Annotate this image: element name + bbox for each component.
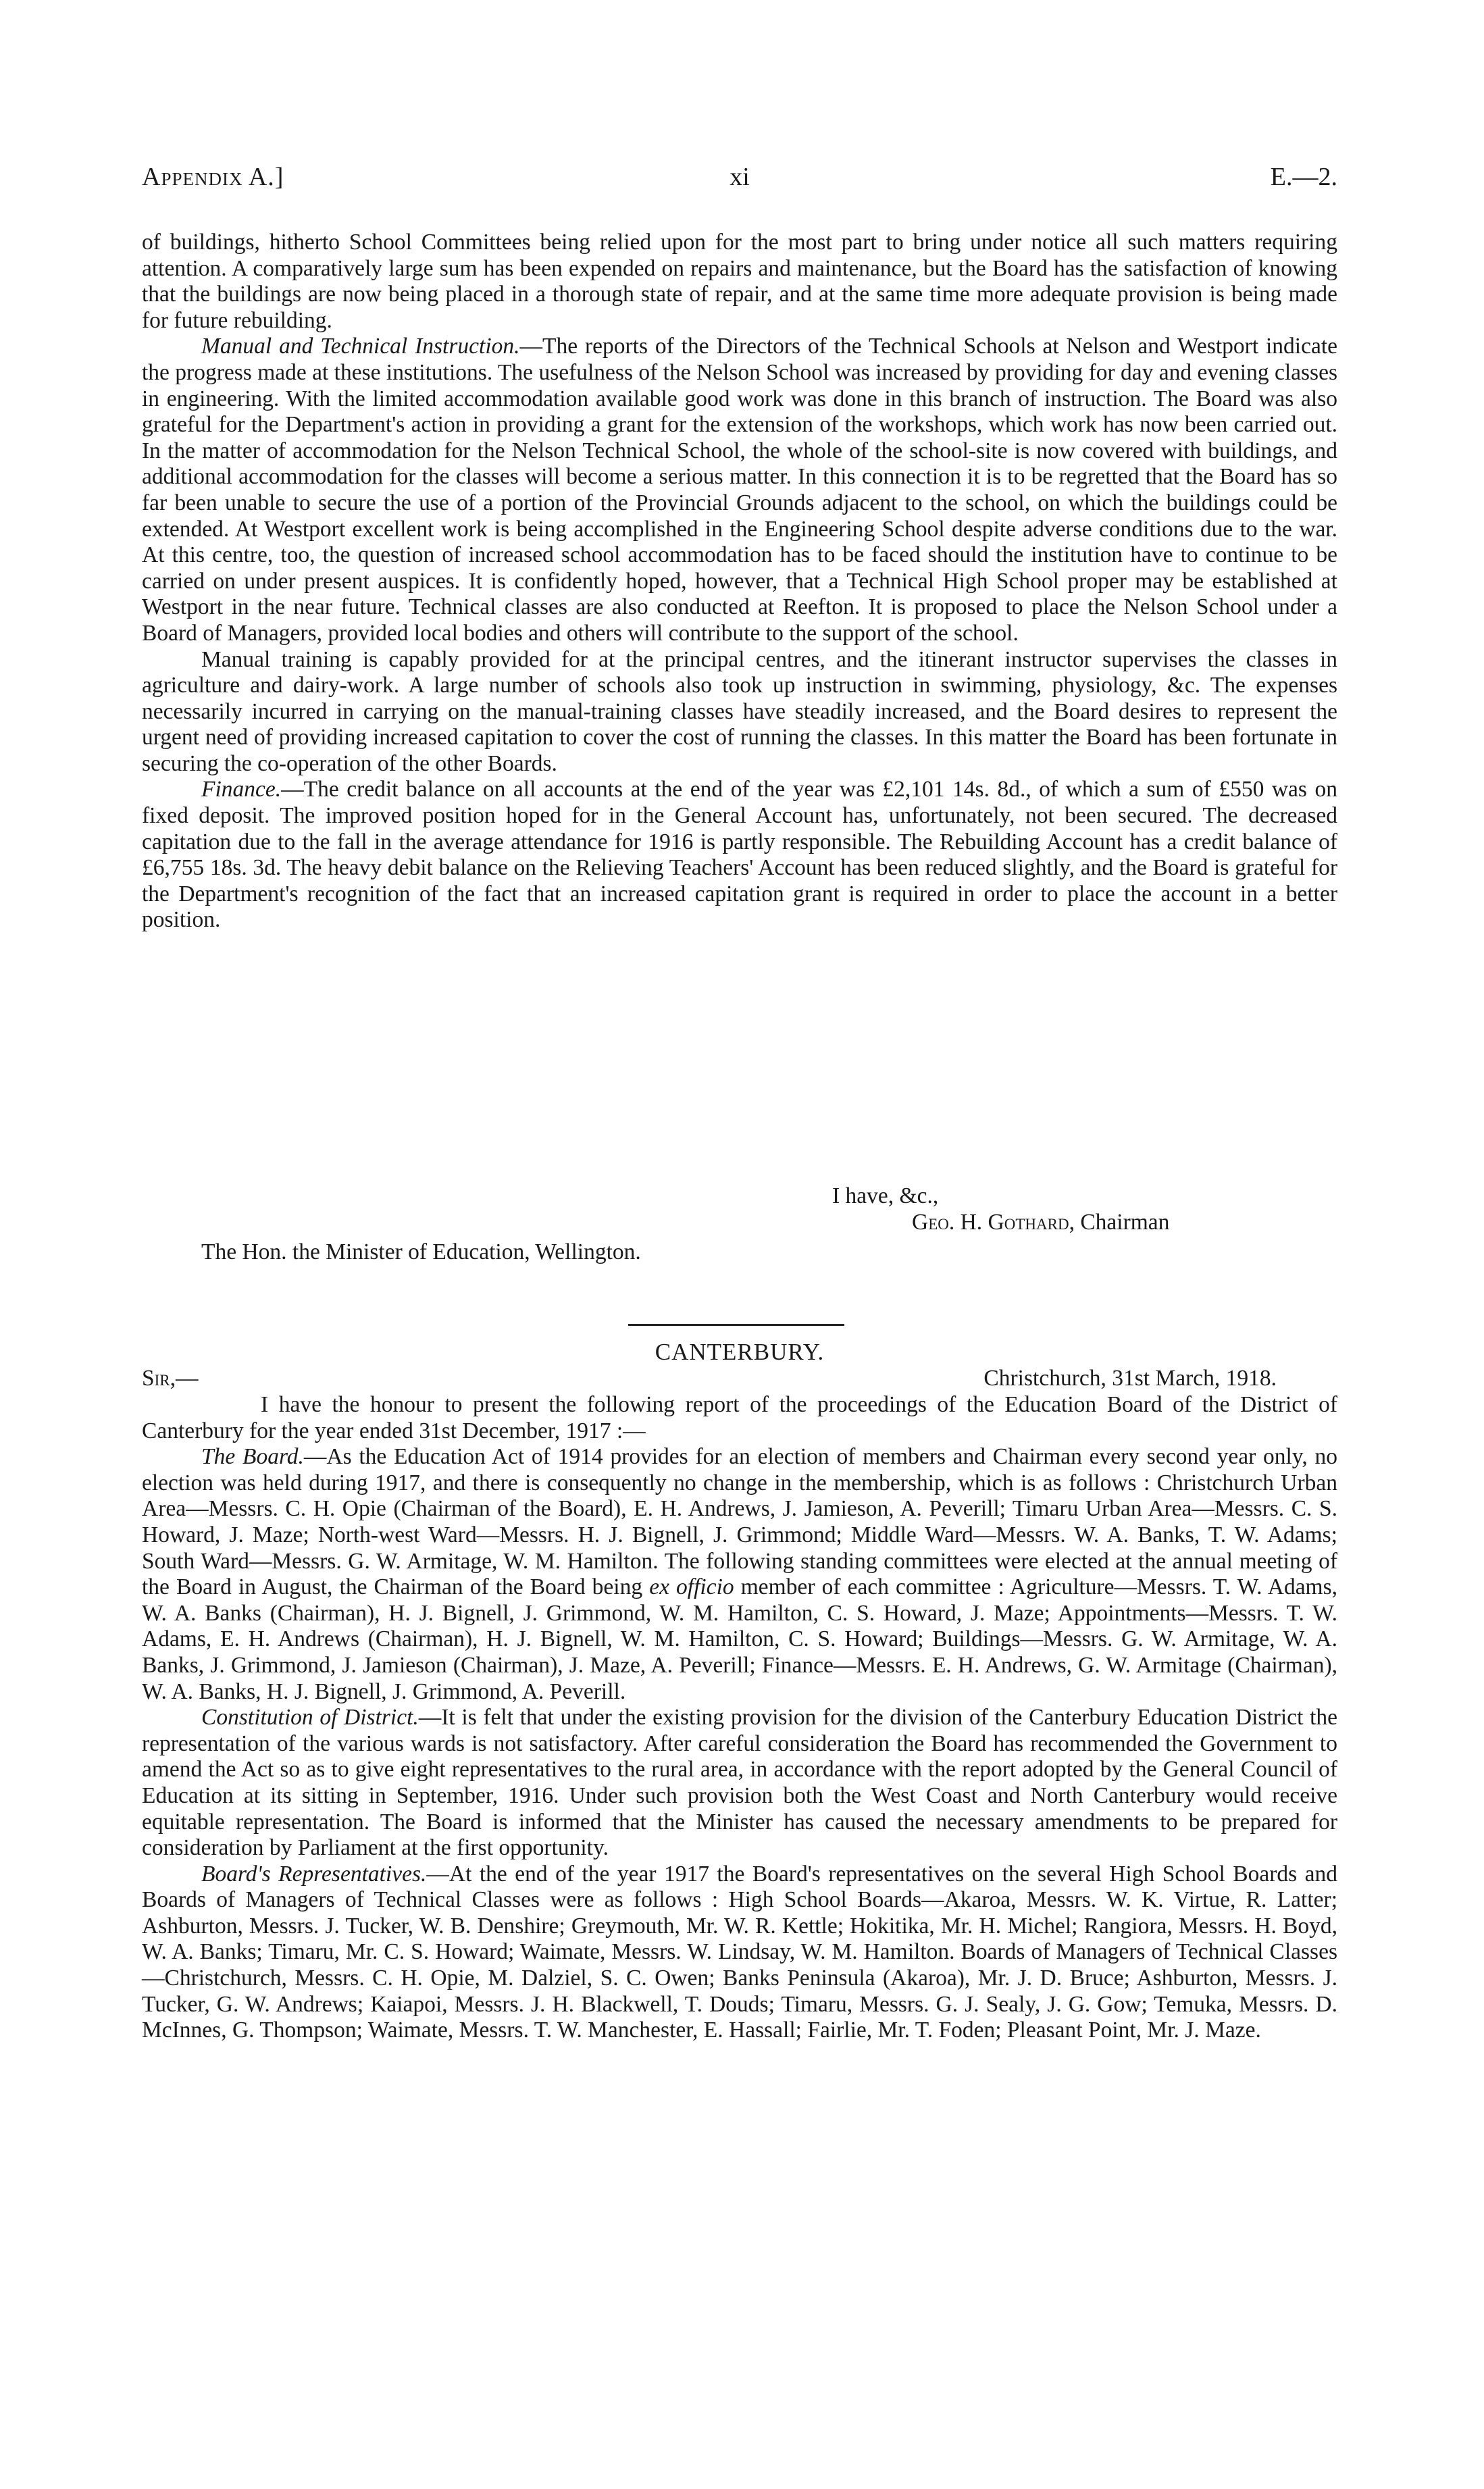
- nelson-report-body: [142, 230, 1337, 933]
- finance-paragraph: Finance.—The credit balance on all accounts at the end of the year was £2,101 14s. 8d., of which a sum of £550 was on fixed deposit. The improved position hoped for in the General Account has, unfortunately, not been secured. The decreased capitation due to the fall in the average attendance for 1916 is partly responsible. The Rebuilding Account has a credit balance of £6,755 18s. 3d. The heavy debit balance on the Relieving Teachers' Account has been reduced slightly, and the Board is grateful for the Department's recognition of the fact that an increased capitation grant is required in order to place the account in a better position.: [142, 777, 1337, 933]
- section-title-canterbury: CANTERBURY.: [655, 1339, 825, 1365]
- technical-paragraph: Manual and Technical Instruction.—The reports of the Directors of the Technical Schools at Nelson and Westport indicate the progress made at these institutions. The usefulness of the Nelson School was increased by providing for day and evening classes in engineering. With the limited accommodation available good work was done in this branch of instruction. The Board was also grateful for the Department's action in providing a grant for the extension of the workshops, which work has now been carried out. In the matter of accommodation for the Nelson Technical School, the whole of the school-site is now covered with buildings, and additional accommodation for the classes will become a serious matter. In this connection it is to be regretted that the Board has so far been unable to secure the use of a portion of the Provincial Grounds adjacent to the school, on which the buildings could be extended. At Westport excellent work is being accomplished in the Engineering School despite adverse conditions due to the war. At this centre, too, the question of increased school accommodation has to be faced should the institution have to continue to be carried on under present auspices. It is confidently hoped, however, that a Technical High School proper may be established at Westport in the near future. Technical classes are also conducted at Reefton. It is proposed to place the Nelson School under a Board of Managers, provided local bodies and others will contribute to the support of the school.: [142, 334, 1337, 646]
- canterbury-report-body: [142, 1392, 1337, 2044]
- technical-text: The reports of the Directors of the Technical Schools at Nelson and Westport indicate the progress made at these institutions. The usefulness of the Nelson School was increased by providing for day and evening classes in engineering. With the limited accommodation available good work was done in this branch of instruction. The Board was also grateful for the Department's action in providing a grant for the extension of the workshops, which work has now been carried out. In the matter of accommodation for the Nelson Technical School, the whole of the school-site is now covered with buildings, and additional accommodation for the classes will become a serious matter. In this connection it is to be regretted that the Board has so far been unable to secure the use of a portion of the Provincial Grounds adjacent to the school, on which the buildings could be extended. At Westport excellent work is being accomplished in the Engineering School despite adverse conditions due to the war. At this centre, too, the question of increased school accommodation has to be faced should the institution have to continue to be carried on under present auspices. It is confidently hoped, however, that a Technical High School proper may be established at Westport in the near future. Technical classes are also conducted at Reefton. It is proposed to place the Nelson School under a Board of Managers, provided local bodies and others will contribute to the support of the school.: [142, 334, 1337, 646]
- section-divider: [628, 1324, 844, 1326]
- manual-training-paragraph: Manual training is capably provided for at the principal centres, and the itinerant instructor supervises the classes in agriculture and dairy-work. A large number of schools also took up instruction in swimming, physiology, &c. The expenses necessarily incurred in carrying on the manual-training classes have steadily increased, and the Board desires to represent the urgent need of providing increased capitation to cover the cost of running the classes. In this matter the Board has been fortunate in securing the co-operation of the other Boards.: [142, 646, 1337, 776]
- place-date: Christchurch, 31st March, 1918.: [983, 1366, 1277, 1391]
- heading-constitution: Constitution of District.: [201, 1705, 419, 1730]
- finance-text: The credit balance on all accounts at the end of the year was £2,101 14s. 8d., of which a sum of £550 was on fixed deposit. The improved position hoped for in the General Account has, unfortunately, not been secured. The decreased capitation due to the fall in the average attendance for 1916 is partly responsible. The Rebuilding Account has a credit balance of £6,755 18s. 3d. The heavy debit balance on the Relieving Teachers' Account has been reduced slightly, and the Board is grateful for the Department's recognition of the fact that an increased capitation grant is required in order to place the account in a better position.: [142, 777, 1337, 933]
- heading-manual-technical: Manual and Technical Instruction.: [201, 334, 520, 359]
- salutation: Sir,—: [142, 1366, 199, 1391]
- addressee: The Hon. the Minister of Education, Wellington.: [201, 1239, 641, 1265]
- sign-off: [142, 1183, 1337, 1266]
- header-page-number: xi: [730, 163, 750, 191]
- constitution-paragraph: Constitution of District.—It is felt that under the existing provision for the division of the Canterbury Education District the representation of the various wards is not satisfactory. After careful consideration the Board has recommended the Government to amend the Act so as to give eight representatives to the rural area, in accordance with the report adopted by the General Council of Education at its sitting in September, 1916. Under such provision both the West Coast and North Canterbury would receive equitable representation. The Board is informed that the Minister has caused the necessary amendments to be prepared for consideration by Parliament at the first opportunity.: [142, 1705, 1337, 1861]
- heading-representatives: Board's Representatives.: [201, 1861, 427, 1887]
- sign-have: I have, &c.,: [832, 1183, 939, 1208]
- ex-officio: ex officio: [649, 1574, 734, 1600]
- board-text-2: member of each committee : Agriculture—Messrs. T. W. Adams, W. A. Banks (Chairman), H. J. Bignell, J. Grimmond, W. M. Hamilton, C. S. Howard, J. Maze; Appointments—Messrs. T. W. Adams, E. H. Andrews (Chairman), H. J. Bignell, W. M. Hamilton, C. S. Howard; Buildings—Messrs. G. W. Armitage, W. A. Banks, J. Grimmond, J. Jamieson (Chairman), J. Maze, A. Peverill; Finance—Messrs. E. H. Andrews, G. W. Armitage (Chairman), W. A. Banks, H. J. Bignell, J. Grimmond, A. Peverill.: [142, 1574, 1338, 1704]
- signature-line: [142, 1210, 1337, 1236]
- representatives-paragraph: Board's Representatives.—At the end of the year 1917 the Board's representatives on the several High School Boards and Boards of Managers of Technical Classes were as follows : High School Boards—Akaroa, Messrs. W. K. Virtue, R. Latter; Ashburton, Messrs. J. Tucker, W. B. Denshire; Greymouth, Mr. W. R. Kettle; Hokitika, Mr. H. Michel; Rangiora, Messrs. H. Boyd, W. A. Banks; Timaru, Mr. C. S. Howard; Waimate, Messrs. W. Lindsay, W. M. Hamilton. Boards of Managers of Technical Classes—Christchurch, Messrs. C. H. Opie, M. Dalziel, S. C. Owen; Banks Peninsula (Akaroa), Mr. J. D. Bruce; Ashburton, Messrs. J. Tucker, G. W. Andrews; Kaiapoi, Messrs. J. H. Blackwell, T. Douds; Timaru, Messrs. G. J. Sealy, J. G. Gow; Temuka, Messrs. D. McInnes, G. Thompson; Waimate, Messrs. T. W. Manchester, E. Hassall; Fairlie, Mr. T. Foden; Pleasant Point, Mr. J. Maze.: [142, 1861, 1338, 2043]
- representatives-text: At the end of the year 1917 the Board's representatives on the several High School Boards and Boards of Managers of Technical Classes were as follows : High School Boards—Akaroa, Messrs. W. K. Virtue, R. Latter; Ashburton, Messrs. J. Tucker, W. B. Denshire; Greymouth, Mr. W. R. Kettle; Hokitika, Mr. H. Michel; Rangiora, Messrs. H. Boyd, W. A. Banks; Timaru, Mr. C. S. Howard; Waimate, Messrs. W. Lindsay, W. M. Hamilton. Boards of Managers of Technical Classes—Christchurch, Messrs. C. H. Opie, M. Dalziel, S. C. Owen; Banks Peninsula (Akaroa), Mr. J. D. Bruce; Ashburton, Messrs. J. Tucker, G. W. Andrews; Kaiapoi, Messrs. J. H. Blackwell, T. Douds; Timaru, Messrs. G. J. Sealy, J. G. Gow; Temuka, Messrs. D. McInnes, G. Thompson; Waimate, Messrs. T. W. Manchester, E. Hassall; Fairlie, Mr. T. Foden; Pleasant Point, Mr. J. Maze.: [142, 1861, 1338, 2043]
- constitution-text: It is felt that under the existing provision for the division of the Canterbury Education District the representation of the various wards is not satisfactory. After careful consideration the Board has recommended the Government to amend the Act so as to give eight representatives to the rural area, in accordance with the report adopted by the General Council of Education at its sitting in September, 1916. Under such provision both the West Coast and North Canterbury would receive equitable representation. The Board is informed that the Minister has caused the necessary amendments to be prepared for consideration by Parliament at the first opportunity.: [142, 1705, 1337, 1861]
- running-header: [142, 162, 1337, 203]
- signatory-name: Geo. H. Gothard,: [912, 1209, 1075, 1235]
- header-appendix: Appendix A.]: [142, 163, 284, 191]
- intro-paragraph: I have the honour to present the following report of the proceedings of the Education Board of the District of Canterbury for the year ended 31st December, 1917 :—: [142, 1392, 1337, 1443]
- buildings-paragraph: of buildings, hitherto School Committees being relied upon for the most part to bring under notice all such matters requiring attention. A comparatively large sum has been expended on repairs and maintenance, but the Board has the satisfaction of knowing that the buildings are now being placed in a thorough state of repair, and at the same time more adequate provision is being made for future rebuilding.: [142, 230, 1337, 333]
- header-paper-ref: E.—2.: [1270, 163, 1337, 191]
- board-text-1: As the Education Act of 1914 provides for an election of members and Chairman every second year only, no election was held during 1917, and there is consequently no change in the membership, which is as follows : Christchurch Urban Area—Messrs. C. H. Opie (Chairman of the Board), E. H. Andrews, J. Jamieson, A. Peverill; Timaru Urban Area—Messrs. C. S. Howard, J. Maze; North-west Ward—Messrs. H. J. Bignell, J. Grimmond; Middle Ward—Messrs. W. A. Banks, T. W. Adams; South Ward—Messrs. G. W. Armitage, W. M. Hamilton. The following standing committees were elected at the annual meeting of the Board in August, the Chairman of the Board being: [142, 1444, 1337, 1600]
- heading-the-board: The Board.: [201, 1444, 304, 1470]
- signatory-title: Chairman: [1080, 1209, 1170, 1235]
- heading-finance: Finance.: [201, 777, 282, 802]
- board-paragraph: The Board.—As the Education Act of 1914 provides for an election of members and Chairman every second year only, no election was held during 1917, and there is consequently no change in the membership, which is as follows : Christchurch Urban Area—Messrs. C. H. Opie (Chairman of the Board), E. H. Andrews, J. Jamieson, A. Peverill; Timaru Urban Area—Messrs. C. S. Howard, J. Maze; North-west Ward—Messrs. H. J. Bignell, J. Grimmond; Middle Ward—Messrs. W. A. Banks, T. W. Adams; South Ward—Messrs. G. W. Armitage, W. M. Hamilton. The following standing committees were elected at the annual meeting of the Board in August, the Chairman of the Board being ex officio member of each committee : Agriculture—Messrs. T. W. Adams, W. A. Banks (Chairman), H. J. Bignell, J. Grimmond, W. M. Hamilton, C. S. Howard, J. Maze; Appointments—Messrs. T. W. Adams, E. H. Andrews (Chairman), H. J. Bignell, W. M. Hamilton, C. S. Howard; Buildings—Messrs. G. W. Armitage, W. A. Banks, J. Grimmond, J. Jamieson (Chairman), J. Maze, A. Peverill; Finance—Messrs. E. H. Andrews, G. W. Armitage (Chairman), W. A. Banks, H. J. Bignell, J. Grimmond, A. Peverill.: [142, 1444, 1338, 1704]
